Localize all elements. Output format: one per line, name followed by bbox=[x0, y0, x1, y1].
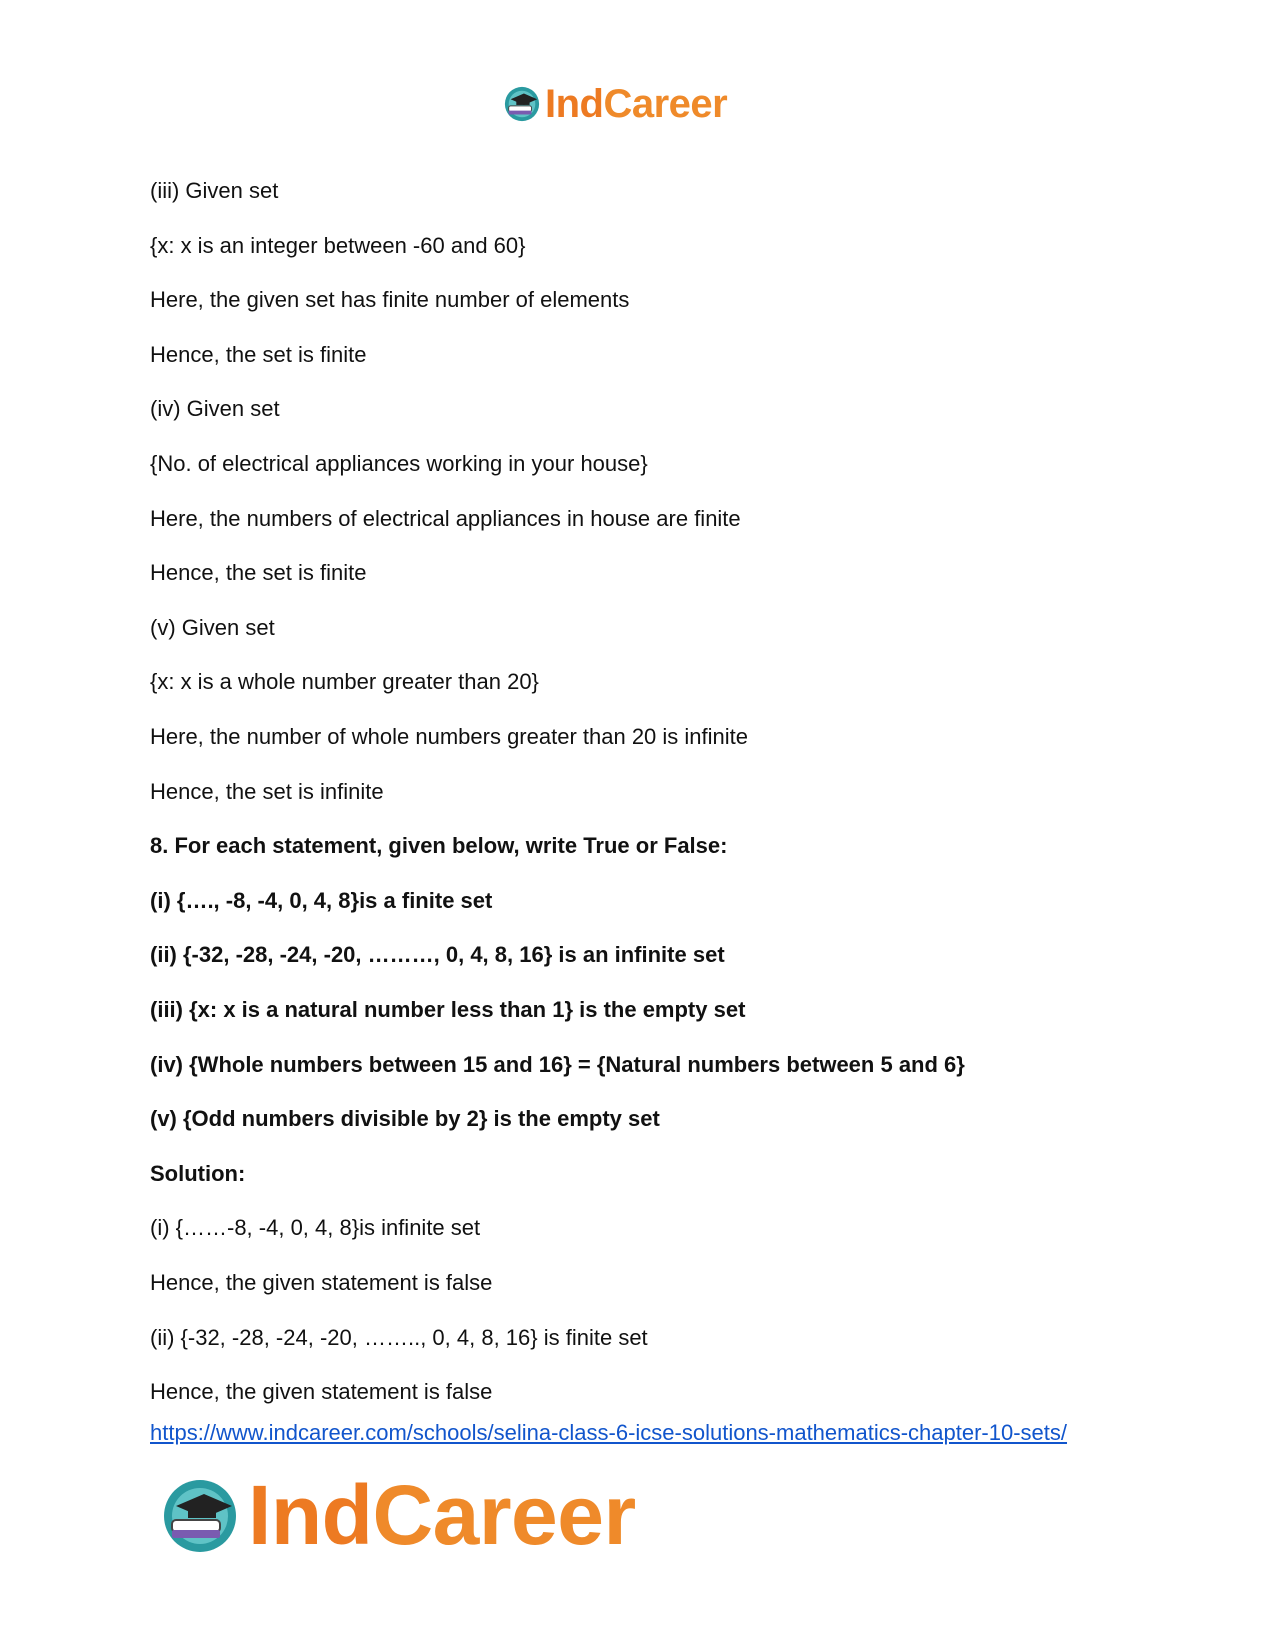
question-text-line: (iv) {Whole numbers between 15 and 16} = {Natural numbers between 5 and 6} bbox=[150, 1052, 965, 1077]
question-text-line: 8. For each statement, given below, write True or False: bbox=[150, 833, 728, 858]
logo-word-ind: Ind bbox=[545, 81, 604, 126]
solution-text-line: Hence, the set is finite bbox=[150, 560, 367, 585]
indcareer-logo-footer bbox=[160, 1468, 700, 1563]
question-text-line: (iii) {x: x is a natural number less than 1} is the empty set bbox=[150, 997, 746, 1022]
solution-text-line: {No. of electrical appliances working in your house} bbox=[150, 451, 648, 476]
logo-word-career: Career bbox=[372, 1468, 636, 1562]
solution-text-line: (ii) {-32, -28, -24, -20, …….., 0, 4, 8, 16} is finite set bbox=[150, 1325, 648, 1350]
source-url-link[interactable]: https://www.indcareer.com/schools/selina-class-6-icse-solutions-mathematics-chapter-10-sets/ bbox=[150, 1420, 1068, 1445]
graduation-cap-book-icon bbox=[503, 85, 541, 123]
logo-word-career: Career bbox=[603, 81, 728, 126]
solution-text-line: (iv) Given set bbox=[150, 396, 280, 421]
question-text-line: (v) {Odd numbers divisible by 2} is the empty set bbox=[150, 1106, 660, 1131]
graduation-cap-book-icon bbox=[160, 1476, 240, 1556]
solution-text-line: {x: x is an integer between -60 and 60} bbox=[150, 233, 526, 258]
solution-text-line: Here, the numbers of electrical appliances in house are finite bbox=[150, 506, 741, 531]
solution-text-line: Hence, the given statement is false bbox=[150, 1270, 493, 1295]
solution-text-line: {x: x is a whole number greater than 20} bbox=[150, 669, 539, 694]
question-text-line: (ii) {-32, -28, -24, -20, ………, 0, 4, 8, 16} is an infinite set bbox=[150, 942, 725, 967]
question-text-line: (i) {…., -8, -4, 0, 4, 8}is a finite set bbox=[150, 888, 493, 913]
solution-text-line: Here, the given set has finite number of elements bbox=[150, 287, 630, 312]
solution-text-line: Hence, the set is finite bbox=[150, 342, 367, 367]
solution-text-line: (iii) Given set bbox=[150, 178, 279, 203]
logo-word-ind: Ind bbox=[248, 1468, 373, 1562]
solution-text-line: (v) Given set bbox=[150, 615, 275, 640]
indcareer-logo-header bbox=[503, 80, 773, 128]
solution-text-line: Hence, the given statement is false bbox=[150, 1379, 493, 1404]
solution-text-line: Hence, the set is infinite bbox=[150, 779, 384, 804]
solution-text-line: Here, the number of whole numbers greater than 20 is infinite bbox=[150, 724, 748, 749]
solution-text-line: (i) {……-8, -4, 0, 4, 8}is infinite set bbox=[150, 1215, 481, 1240]
question-text-line: Solution: bbox=[150, 1161, 246, 1186]
